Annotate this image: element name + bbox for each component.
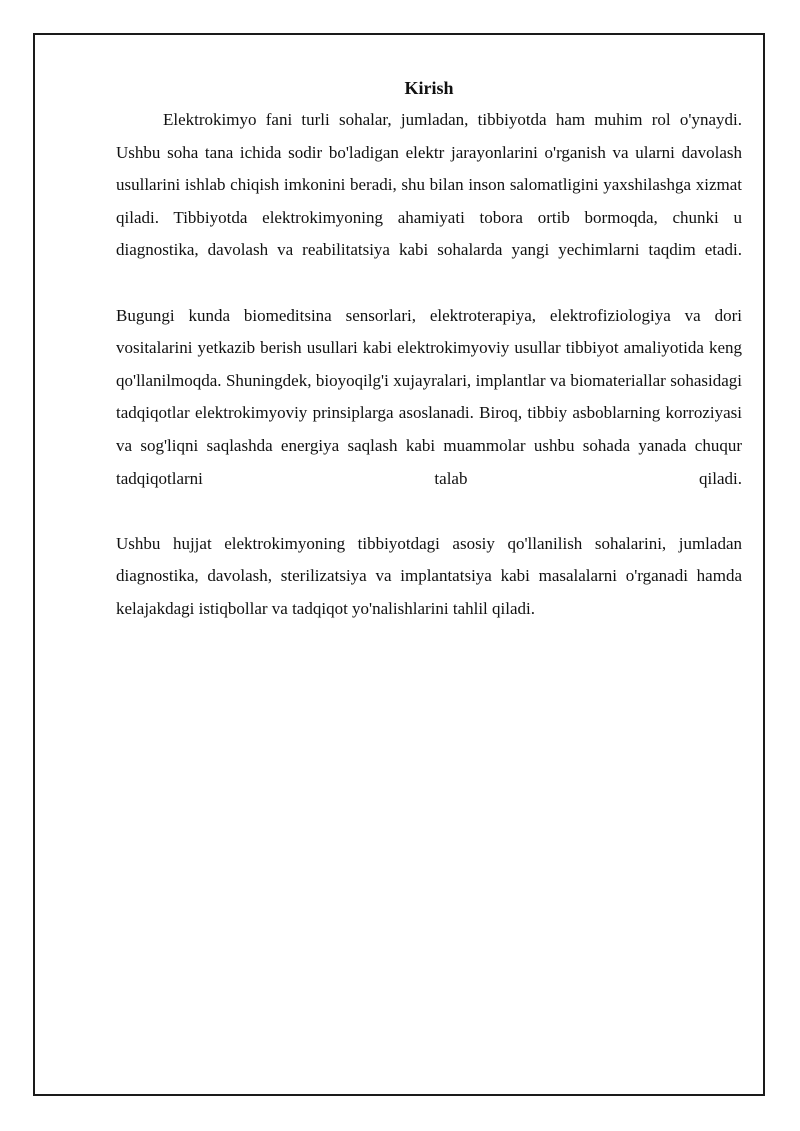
paragraph-spacer (116, 495, 742, 528)
document-body (116, 74, 742, 626)
section-title: Kirish (404, 78, 454, 98)
paragraph-intro: Elektrokimyo fani turli sohalar, jumladan, tibbiyotda ham muhim rol o'ynaydi. Ushbu soha tana ichida sodir bo'ladigan elektr jarayonlarini o'rganish va ularni davolash usullarini ishlab chiqish imkonini beradi, shu bilan inson salomatligini yaxshilashga xizmat qiladi. Tibbiyotda elektrokimyoning ahamiyati tobora ortib bormoqda, chunki u diagnostika, davolash va reabilitatsiya kabi sohalarda yangi yechimlarni taqdim etadi. (116, 110, 742, 260)
paragraph-scope: Ushbu hujjat elektrokimyoning tibbiyotdagi asosiy qo'llanilish sohalarini, jumladan diagnostika, davolash, sterilizatsiya va implantatsiya kabi masalalarni o'rganadi hamda kelajakdagi istiqbollar va tadqiqot yo'nalishlarini tahlil qiladi. (116, 533, 742, 618)
paragraph-spacer (116, 267, 742, 300)
paragraph-methods: Bugungi kunda biomeditsina sensorlari, elektroterapiya, elektrofiziologiya va dori vositalarini yetkazib berish usullari kabi elektrokimyoviy usullar tibbiyot amaliyotida keng qo'llanilmoqda. Shuningdek, bioyoqilg'i xujayralari, implantlar va biomateriallar sohasidagi tadqiqotlar elektrokimyoviy prinsiplarga asoslanadi. Biroq, tibbiy asboblarning korroziyasi va sog'liqni saqlashda energiya saqlash kabi muammolar ushbu sohada yanada chuqur tadqiqotlarni talab qiladi. (116, 305, 742, 488)
